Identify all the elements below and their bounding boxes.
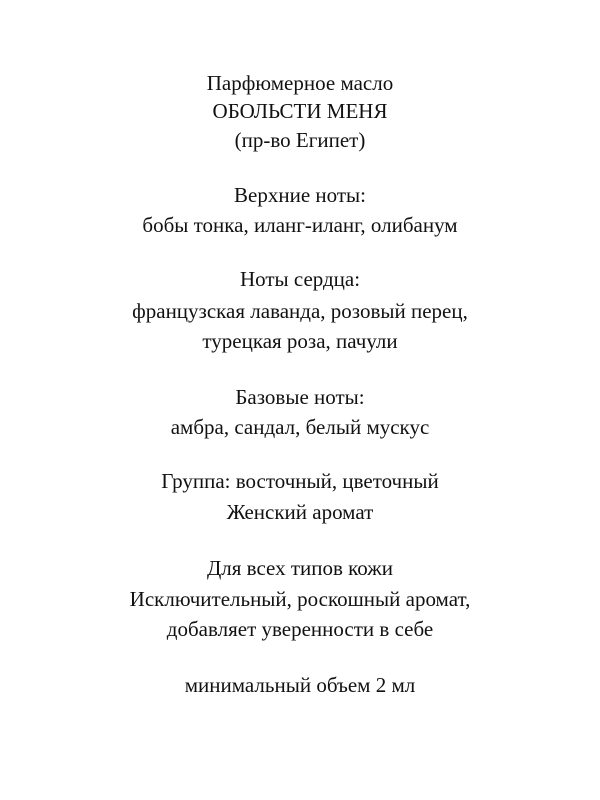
- product-name: ОБОЛЬСТИ МЕНЯ: [212, 99, 388, 123]
- product-type: Парфюмерное масло: [206, 71, 394, 95]
- base-notes-list: амбра, сандал, белый мускус: [170, 415, 430, 439]
- base-notes-heading: Базовые ноты:: [235, 385, 365, 409]
- heart-notes-line2: турецкая роза, пачули: [202, 329, 398, 353]
- description-line2: добавляет уверенности в себе: [166, 617, 434, 641]
- group-text: Группа: восточный, цветочный: [161, 469, 439, 493]
- volume-text: минимальный объем 2 мл: [184, 673, 416, 697]
- description-line1: Исключительный, роскошный аромат,: [129, 587, 471, 611]
- product-origin: (пр-во Египет): [234, 128, 366, 152]
- heart-notes-line1: французская лаванда, розовый перец,: [132, 299, 468, 323]
- skin-type-text: Для всех типов кожи: [206, 556, 394, 580]
- gender-text: Женский аромат: [226, 500, 374, 524]
- top-notes-list: бобы тонка, иланг-иланг, олибанум: [142, 213, 458, 237]
- heart-notes-heading: Ноты сердца:: [239, 267, 361, 291]
- top-notes-heading: Верхние ноты:: [234, 183, 366, 207]
